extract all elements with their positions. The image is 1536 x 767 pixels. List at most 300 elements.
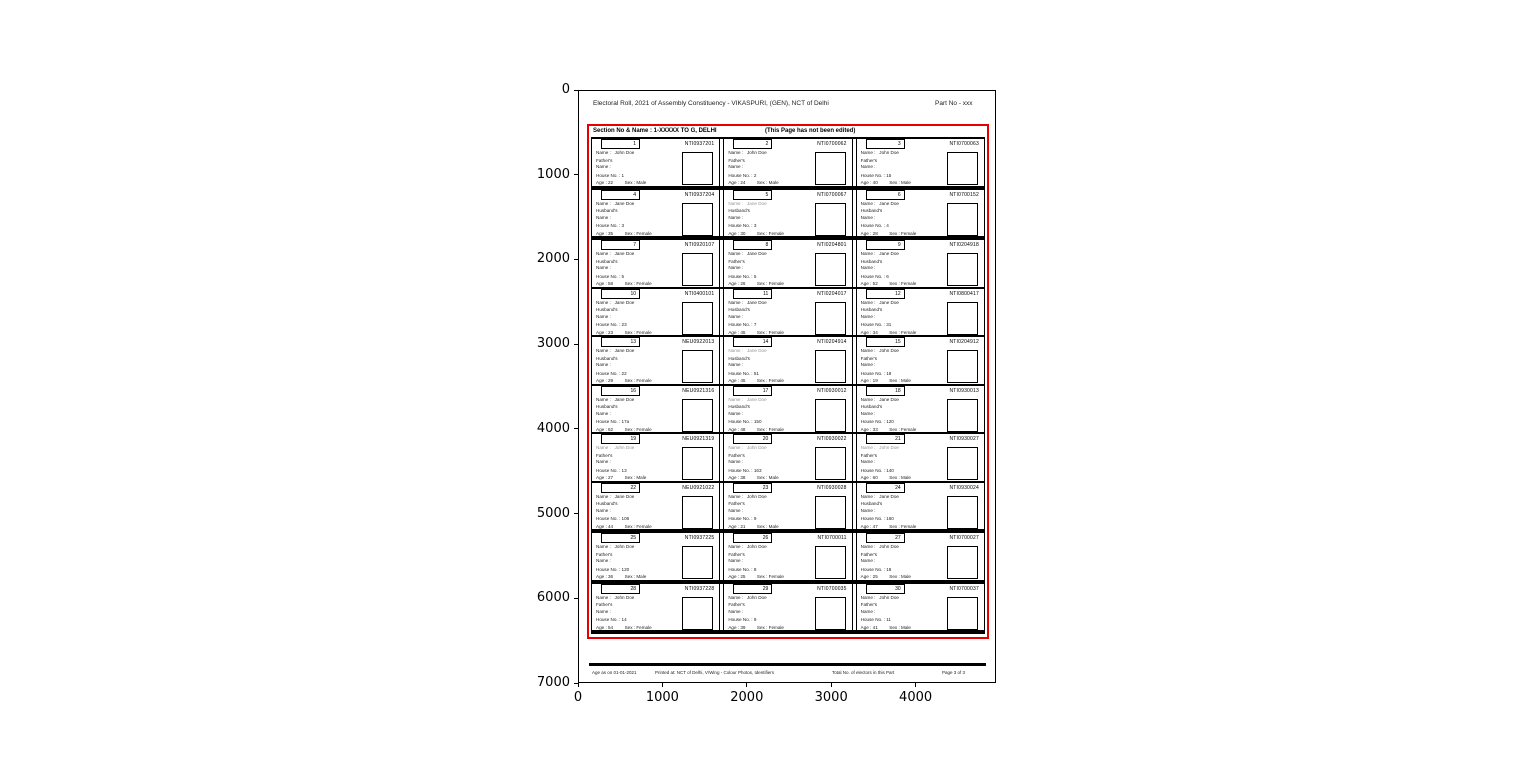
y-tick-label: 7000 — [536, 675, 570, 690]
x-tick-mark — [746, 683, 747, 687]
epic-number: NTI0204914 — [817, 339, 847, 345]
serial-number: 15 — [866, 337, 905, 347]
epic-number: NTI0700027 — [949, 535, 979, 541]
relation-label: Father's — [860, 452, 878, 458]
serial-number: 27 — [866, 533, 905, 543]
y-tick-mark — [574, 344, 578, 345]
voter-card — [723, 533, 852, 580]
relation-name-label: Name : — [596, 507, 611, 513]
voter-card — [856, 289, 985, 336]
epic-number: NTI0920107 — [684, 242, 715, 248]
house-number: House No. : 5 — [728, 273, 757, 279]
voter-card — [856, 190, 985, 237]
document-title: Electoral Roll, 2021 of Assembly Constituency - VIKASPURI, (GEN), NCT of Delhi — [593, 100, 829, 107]
relation-name-label: Name : — [596, 313, 611, 319]
relation-label: Father's — [860, 157, 878, 163]
relation-label: Husband's — [860, 501, 883, 507]
serial-number: 5 — [733, 190, 772, 200]
age-sex: Age : 25 Sex : Male — [860, 574, 911, 580]
voter-card — [856, 240, 985, 287]
voter-card — [856, 386, 985, 433]
voter-details — [861, 348, 944, 384]
epic-number: NTI0937204 — [684, 191, 715, 198]
voter-name: Name : Jane Doe — [596, 396, 635, 402]
relation-label: Husband's — [860, 307, 883, 313]
voter-card — [856, 139, 985, 186]
footer-page-number: Page 3 of 3 — [942, 670, 966, 675]
voter-details — [861, 445, 944, 481]
relation-label: Father's — [596, 157, 613, 163]
relation-label: Father's — [860, 551, 878, 557]
photo-box — [947, 496, 978, 529]
serial-number: 3 — [866, 139, 905, 149]
serial-number: 7 — [601, 240, 640, 250]
relation-name-label: Name : — [728, 265, 744, 271]
voter-details — [596, 397, 679, 433]
voter-details — [861, 201, 944, 237]
voter-details — [596, 544, 679, 580]
relation-label: Husband's — [728, 355, 750, 361]
age-sex: Age : 23 Sex : Female — [596, 329, 652, 335]
voter-card-row — [591, 337, 985, 386]
serial-number: 6 — [866, 190, 905, 200]
house-number: House No. : 160 — [860, 516, 894, 522]
voter-card — [723, 483, 852, 530]
house-number: House No. : 9 — [728, 617, 757, 623]
voter-name: Name : John Doe — [728, 493, 767, 499]
voter-card — [591, 190, 720, 237]
epic-number: NTI0930024 — [949, 484, 979, 491]
epic-number: NTI0700063 — [949, 141, 979, 147]
relation-label: Father's — [860, 355, 878, 361]
relation-name-label: Name : — [728, 459, 744, 465]
voter-name: Name : John Doe — [596, 150, 635, 155]
photo-box — [682, 350, 713, 383]
voter-details — [728, 445, 811, 481]
relation-name-label: Name : — [860, 313, 876, 319]
house-number: House No. : 13 — [596, 467, 627, 473]
voter-name: Name : Jane Doe — [860, 493, 899, 499]
photo-box — [682, 152, 713, 185]
voter-details — [861, 300, 944, 336]
voter-card — [591, 386, 720, 433]
age-sex: Age : 28 Sex : Female — [860, 230, 917, 236]
photo-box — [815, 203, 846, 236]
epic-number: NEU0922013 — [682, 339, 715, 345]
photo-box — [947, 350, 978, 383]
relation-name-label: Name : — [596, 558, 611, 564]
plot-axes — [578, 90, 996, 683]
voter-name: Name : John Doe — [860, 544, 899, 549]
electoral-roll-page — [579, 91, 995, 682]
age-sex: Age : 19 Sex : Male — [860, 378, 911, 384]
y-tick-mark — [574, 598, 578, 599]
age-sex: Age : 22 Sex : Male — [596, 180, 647, 186]
age-sex: Age : 25 Sex : Female — [728, 574, 784, 580]
voter-name: Name : Jane Doe — [728, 200, 767, 206]
voter-details — [728, 348, 811, 384]
voter-name: Name : John Doe — [728, 544, 767, 549]
voter-card — [723, 139, 852, 186]
relation-label: Husband's — [596, 307, 618, 313]
voter-card — [591, 483, 720, 530]
relation-name-label: Name : — [860, 265, 876, 271]
age-sex: Age : 40 Sex : Male — [860, 180, 911, 186]
age-sex: Age : 34 Sex : Female — [860, 329, 917, 335]
relation-name-label: Name : — [596, 362, 611, 368]
relation-name-label: Name : — [596, 410, 611, 416]
photo-box — [815, 302, 846, 335]
relation-name-label: Name : — [860, 608, 876, 614]
age-sex: Age : 38 Sex : Male — [728, 475, 779, 481]
voter-details — [728, 494, 811, 530]
serial-number: 22 — [601, 483, 640, 493]
house-number: House No. : 8 — [728, 566, 757, 572]
relation-name-label: Name : — [728, 214, 744, 220]
voter-name: Name : Jane Doe — [860, 299, 899, 305]
section-label: Section No & Name : 1-XXXXX TO G, DELHI — [593, 128, 717, 134]
voter-name: Name : John Doe — [860, 445, 899, 450]
x-tick-mark — [831, 683, 832, 687]
voter-name: Name : Jane Doe — [728, 251, 767, 256]
house-number: House No. : 150 — [728, 419, 762, 425]
serial-number: 23 — [733, 483, 772, 493]
age-sex: Age : 33 Sex : Female — [860, 426, 917, 432]
y-tick-label: 6000 — [536, 590, 570, 606]
photo-box — [682, 597, 713, 630]
voter-name: Name : Jane Doe — [728, 396, 767, 402]
epic-number: NTI0930027 — [949, 436, 979, 442]
relation-name-label: Name : — [860, 164, 876, 170]
voter-details — [596, 150, 679, 186]
epic-number: NEU0921319 — [682, 436, 715, 442]
section-header — [589, 126, 987, 137]
age-sex: Age : 60 Sex : Male — [860, 475, 911, 481]
epic-number: NTI0700037 — [949, 585, 979, 592]
voter-card — [591, 584, 720, 631]
voter-details — [596, 595, 679, 631]
voter-card-row — [591, 483, 985, 534]
voter-card — [591, 289, 720, 336]
y-tick-label: 1000 — [536, 166, 570, 182]
house-number: House No. : 22 — [596, 370, 627, 376]
age-sex: Age : 24 Sex : Male — [728, 180, 779, 186]
voter-name: Name : Jane Doe — [860, 200, 899, 206]
voter-card — [723, 289, 852, 336]
photo-box — [815, 350, 846, 383]
voter-cards-grid — [591, 137, 985, 634]
age-sex: Age : 44 Sex : Female — [596, 523, 652, 529]
relation-label: Father's — [728, 501, 745, 507]
serial-number: 20 — [733, 434, 772, 444]
serial-number: 1 — [601, 139, 640, 149]
relation-name-label: Name : — [596, 265, 611, 271]
section-note: (This Page has not been edited) — [765, 128, 856, 134]
voter-card — [723, 240, 852, 287]
relation-name-label: Name : — [728, 507, 744, 513]
voter-details — [728, 300, 811, 336]
voter-details — [596, 251, 679, 287]
y-tick-label: 2000 — [536, 251, 570, 267]
age-sex: Age : 58 Sex : Female — [596, 281, 652, 287]
age-sex: Age : 27 Sex : Male — [596, 475, 647, 481]
epic-number: NTI0700011 — [817, 535, 847, 541]
house-number: House No. : 17a — [596, 419, 630, 425]
house-number: House No. : 5 — [596, 273, 625, 279]
photo-box — [947, 302, 978, 335]
serial-number: 9 — [866, 240, 905, 250]
relation-label: Husband's — [596, 355, 618, 361]
voter-details — [861, 397, 944, 433]
voter-details — [596, 300, 679, 336]
relation-name-label: Name : — [860, 459, 876, 465]
house-number: House No. : 23 — [596, 322, 627, 328]
x-tick-label: 4000 — [899, 690, 933, 705]
voter-name: Name : Jane Doe — [596, 493, 635, 499]
voter-card — [856, 483, 985, 530]
photo-box — [947, 546, 978, 579]
voter-card — [591, 240, 720, 287]
house-number: House No. : 140 — [860, 467, 894, 473]
photo-box — [947, 399, 978, 432]
epic-number: NTI0930013 — [949, 387, 979, 394]
x-tick-mark — [578, 683, 579, 687]
relation-label: Husband's — [596, 258, 618, 264]
house-number: House No. : 3 — [728, 223, 757, 229]
relation-name-label: Name : — [860, 558, 876, 564]
voter-name: Name : John Doe — [596, 544, 635, 549]
voter-card — [723, 337, 852, 384]
relation-name-label: Name : — [596, 164, 611, 170]
footer-printed-at: Printed at: NCT of Delhi, V/Wing - Colour Photos, Identifiers — [655, 670, 774, 675]
house-number: House No. : 120 — [596, 566, 630, 572]
photo-box — [682, 203, 713, 236]
voter-details — [728, 544, 811, 580]
serial-number: 2 — [733, 139, 772, 149]
serial-number: 13 — [601, 337, 640, 347]
serial-number: 12 — [866, 289, 905, 299]
house-number: House No. : 1 — [596, 172, 625, 178]
photo-box — [682, 496, 713, 529]
x-tick-label: 1000 — [645, 690, 679, 705]
relation-name-label: Name : — [728, 558, 744, 564]
relation-label: Father's — [596, 551, 613, 557]
house-number: House No. : 18 — [860, 370, 892, 376]
photo-box — [947, 447, 978, 480]
voter-card-row — [591, 139, 985, 190]
relation-label: Husband's — [728, 307, 750, 313]
epic-number: NTI0930022 — [817, 436, 847, 442]
relation-label: Father's — [860, 602, 878, 608]
relation-label: Husband's — [860, 208, 883, 214]
voter-name: Name : Jane Doe — [596, 299, 635, 305]
photo-box — [947, 597, 978, 630]
epic-number: NEU0921022 — [682, 484, 715, 491]
voter-details — [861, 494, 944, 530]
house-number: House No. : 9 — [728, 516, 757, 522]
age-sex: Age : 62 Sex : Female — [596, 426, 652, 432]
relation-name-label: Name : — [728, 313, 744, 319]
house-number: House No. : 6 — [860, 273, 889, 279]
house-number: House No. : 15 — [860, 172, 892, 178]
house-number: House No. : 51 — [728, 370, 759, 376]
voter-name: Name : John Doe — [728, 445, 767, 450]
age-sex: Age : 26 Sex : Female — [728, 281, 784, 287]
footer-age-as-on: Age as on 01-01-2021 — [592, 670, 637, 675]
photo-box — [815, 447, 846, 480]
relation-label: Father's — [728, 551, 745, 557]
voter-card — [591, 139, 720, 186]
age-sex: Age : 36 Sex : Male — [596, 574, 647, 580]
voter-name: Name : Jane Doe — [860, 396, 899, 402]
epic-number: NTI0204918 — [949, 242, 979, 248]
relation-name-label: Name : — [860, 410, 876, 416]
voter-name: Name : John Doe — [728, 594, 767, 600]
relation-label: Father's — [728, 258, 745, 264]
voter-details — [861, 544, 944, 580]
voter-card — [723, 584, 852, 631]
epic-number: NTI0937228 — [684, 585, 715, 592]
house-number: House No. : 31 — [860, 322, 892, 328]
voter-name: Name : John Doe — [728, 150, 767, 155]
voter-name: Name : John Doe — [596, 594, 635, 600]
photo-box — [815, 399, 846, 432]
voter-details — [728, 201, 811, 237]
photo-box — [947, 152, 978, 185]
voter-details — [861, 595, 944, 631]
epic-number: NTI0700062 — [817, 141, 847, 147]
voter-card — [856, 533, 985, 580]
x-tick-label: 0 — [573, 690, 583, 705]
voter-name: Name : John Doe — [860, 150, 899, 155]
voter-details — [596, 348, 679, 384]
photo-box — [947, 203, 978, 236]
serial-number: 21 — [866, 434, 905, 444]
voter-details — [728, 150, 811, 186]
relation-name-label: Name : — [596, 214, 611, 220]
age-sex: Age : 45 Sex : Female — [728, 329, 784, 335]
relation-name-label: Name : — [860, 362, 876, 368]
voter-card-row — [591, 533, 985, 584]
serial-number: 25 — [601, 533, 640, 543]
voter-card-row — [591, 289, 985, 338]
epic-number: NEU0921316 — [682, 387, 715, 394]
voter-details — [596, 445, 679, 481]
x-tick-mark — [662, 683, 663, 687]
x-tick-label: 2000 — [730, 690, 764, 705]
voter-details — [728, 251, 811, 287]
y-tick-mark — [574, 174, 578, 175]
house-number: House No. : 2 — [728, 172, 757, 178]
house-number: House No. : 163 — [728, 467, 762, 473]
voter-name: Name : John Doe — [596, 445, 635, 450]
relation-name-label: Name : — [860, 214, 876, 220]
y-tick-mark — [574, 513, 578, 514]
epic-number: NTI0204017 — [817, 290, 847, 297]
photo-box — [682, 546, 713, 579]
age-sex: Age : 41 Sex : Male — [860, 624, 911, 630]
epic-number: NTI0937201 — [684, 141, 715, 147]
voter-card — [856, 337, 985, 384]
voter-card — [591, 434, 720, 481]
relation-label: Father's — [728, 452, 745, 458]
age-sex: Age : 29 Sex : Female — [596, 378, 652, 384]
photo-box — [682, 399, 713, 432]
relation-label: Husband's — [860, 404, 883, 410]
voter-details — [861, 150, 944, 186]
relation-name-label: Name : — [728, 608, 744, 614]
serial-number: 11 — [733, 289, 772, 299]
photo-box — [815, 597, 846, 630]
relation-name-label: Name : — [728, 410, 744, 416]
epic-number: NTI0204912 — [949, 339, 979, 345]
epic-number: NTI0937225 — [684, 535, 715, 541]
house-number: House No. : 14 — [596, 617, 627, 623]
age-sex: Age : 35 Sex : Female — [596, 230, 652, 236]
serial-number: 24 — [866, 483, 905, 493]
epic-number: NTI0700035 — [817, 585, 847, 592]
voter-card-row — [591, 386, 985, 435]
relation-label: Husband's — [596, 208, 618, 214]
relation-label: Father's — [596, 602, 613, 608]
relation-label: Father's — [728, 157, 745, 163]
relation-label: Husband's — [728, 404, 750, 410]
photo-box — [682, 447, 713, 480]
voter-card-row — [591, 240, 985, 289]
epic-number: NTI0700067 — [817, 191, 847, 198]
age-sex: Age : 54 Sex : Female — [596, 624, 652, 630]
voter-card — [723, 386, 852, 433]
epic-number: NTI0700152 — [949, 191, 979, 198]
x-tick-label: 3000 — [814, 690, 848, 705]
serial-number: 26 — [733, 533, 772, 543]
voter-card-row — [591, 190, 985, 241]
y-tick-mark — [574, 428, 578, 429]
serial-number: 28 — [601, 584, 640, 594]
voter-card — [723, 434, 852, 481]
voter-card — [591, 337, 720, 384]
footer-total-electors: Total No. of electors in this Part — [832, 670, 895, 675]
relation-name-label: Name : — [728, 164, 744, 170]
voter-details — [728, 397, 811, 433]
age-sex: Age : 48 Sex : Female — [728, 426, 784, 432]
voter-name: Name : Jane Doe — [596, 251, 635, 256]
relation-name-label: Name : — [596, 459, 611, 465]
age-sex: Age : 45 Sex : Female — [728, 378, 784, 384]
serial-number: 14 — [733, 337, 772, 347]
house-number: House No. : 11 — [860, 617, 891, 623]
serial-number: 30 — [866, 584, 905, 594]
house-number: House No. : 120 — [860, 419, 894, 425]
age-sex: Age : 39 Sex : Female — [728, 624, 784, 630]
y-tick-mark — [574, 683, 578, 684]
footer-rule — [589, 663, 986, 666]
serial-number: 29 — [733, 584, 772, 594]
voter-name: Name : Jane Doe — [596, 200, 635, 206]
serial-number: 8 — [733, 240, 772, 250]
relation-label: Father's — [596, 452, 613, 458]
photo-box — [682, 253, 713, 286]
y-tick-label: 3000 — [536, 336, 570, 352]
photo-box — [947, 253, 978, 286]
serial-number: 10 — [601, 289, 640, 299]
relation-label: Husband's — [596, 404, 618, 410]
voter-details — [596, 494, 679, 530]
voter-name: Name : John Doe — [860, 594, 899, 600]
serial-number: 19 — [601, 434, 640, 444]
voter-name: Name : Jane Doe — [860, 251, 899, 256]
annotation-rectangle — [587, 124, 989, 639]
